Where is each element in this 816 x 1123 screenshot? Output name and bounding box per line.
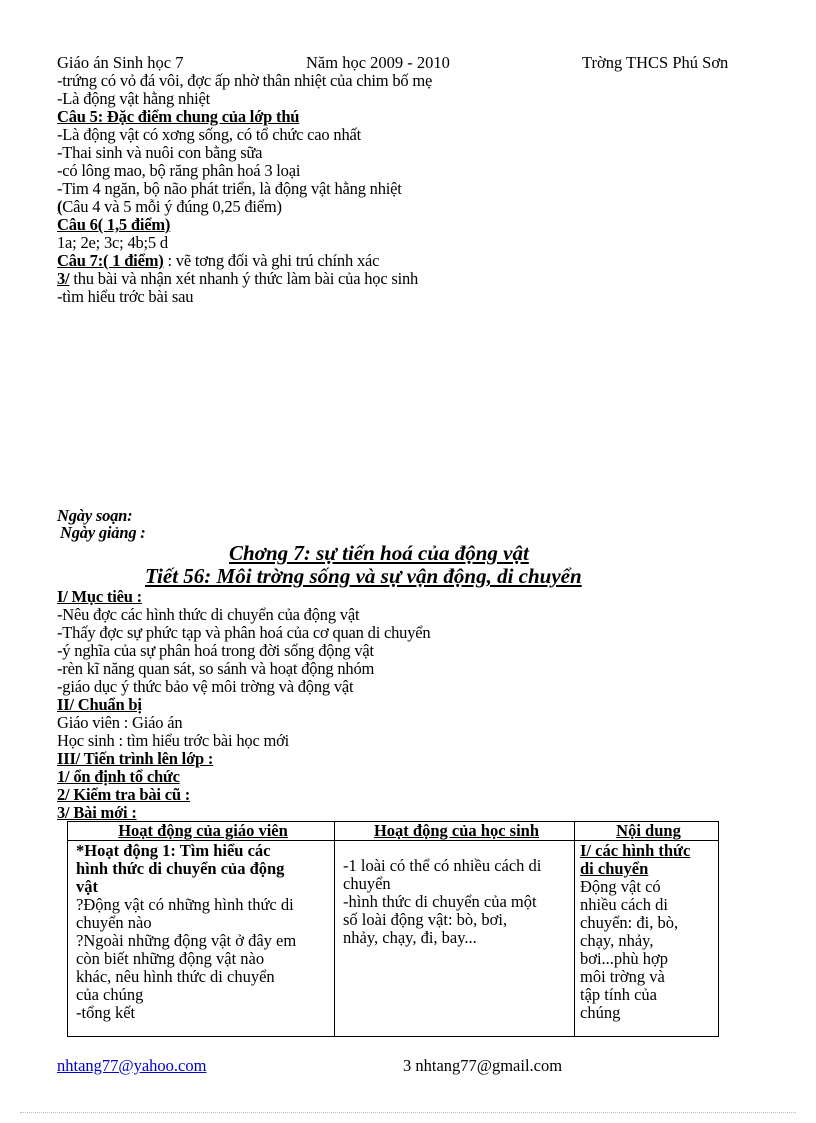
content-line: tập tính của — [580, 985, 657, 1004]
content-line: bơi...phù hợp — [580, 949, 669, 968]
student-line: -hình thức di chuyển của một — [343, 892, 537, 911]
line-question-7 — [57, 252, 379, 270]
collect-text: thu bài và nhận xét nhanh ý thức làm bài của học sinh — [69, 269, 419, 288]
student-line: -1 loài có thể có nhiều cách di — [343, 856, 542, 875]
teacher-prep: Giáo viên : Giáo án — [57, 713, 183, 732]
content-line: chúng — [580, 1003, 621, 1022]
date-taught: Ngày giảng : — [60, 523, 146, 542]
table-row — [68, 841, 719, 1037]
activity-table — [67, 821, 719, 1037]
teacher-line: khác, nêu hình thức di chuyển — [76, 967, 275, 986]
procedure-heading: III/ Tiến trình lên lớp : — [57, 749, 214, 768]
step-3: 3/ Bài mới : — [57, 803, 137, 822]
header-right: Trờng THCS Phú Sơn — [582, 53, 729, 72]
objective-item: -rèn kĩ năng quan sát, so sánh và hoạt động nhóm — [57, 659, 375, 678]
scoring-note-mark: ( — [57, 197, 63, 216]
student-activity-cell — [335, 841, 575, 1037]
line-answers: 1a; 2e; 3c; 4b;5 d — [57, 233, 168, 252]
footer-page-email: 3 nhtang77@gmail.com — [403, 1056, 563, 1075]
content-line: chuyển: đi, bò, — [580, 913, 679, 932]
line-warm-blooded: -Là động vật hằng nhiệt — [57, 89, 211, 108]
step-2: 2/ Kiểm tra bài cũ : — [57, 785, 191, 804]
activity-heading-line: hình thức di chuyển của động — [76, 859, 285, 878]
line-fur: -có lông mao, bộ răng phân hoá 3 loại — [57, 161, 301, 180]
footer-email-link[interactable]: nhtang77@yahoo.com — [57, 1056, 207, 1075]
objective-item: -giáo dục ý thức bảo vệ môi trờng và động vật — [57, 677, 354, 696]
teacher-line: -tổng kết — [76, 1003, 136, 1022]
line-vertebrate: -Là động vật có xơng sống, có tổ chức cao nhất — [57, 125, 362, 144]
objective-item: -Nêu đợc các hình thức di chuyển của động vật — [57, 605, 360, 624]
content-line: môi trờng và — [580, 967, 665, 986]
page-boundary-divider — [20, 1112, 796, 1113]
objective-item: -Thấy đợc sự phức tạp và phân hoá của cơ quan di chuyển — [57, 623, 431, 642]
chapter-title: Chơng 7: sự tiến hoá của động vật — [229, 541, 529, 565]
student-line: số loài động vật: bò, bơi, — [343, 910, 508, 929]
student-line: nhảy, chạy, đi, bay... — [343, 928, 477, 947]
content-line: Động vật có — [580, 877, 661, 896]
question-6-heading: Câu 6( 1,5 điểm) — [57, 215, 171, 234]
step-1: 1/ ổn định tổ chức — [57, 767, 180, 786]
question-5-heading: Câu 5: Đặc điểm chung của lớp thú — [57, 107, 300, 126]
content-cell — [575, 841, 719, 1037]
preparation-heading: II/ Chuẩn bị — [57, 695, 142, 714]
line-egg: -trứng có vỏ đá vôi, đợc ấp nhờ thân nhiệt của chim bố mẹ — [57, 71, 433, 90]
line-collect — [57, 270, 418, 288]
teacher-activity-cell — [68, 841, 335, 1037]
question-7-text: : vẽ tơng đối và ghi trú chính xác — [163, 251, 380, 270]
line-next-lesson: -tìm hiểu trớc bài sau — [57, 287, 194, 306]
col-content-header: Nội dung — [575, 822, 719, 841]
content-line: chạy, nhảy, — [580, 931, 654, 950]
question-7-heading: Câu 7:( 1 điểm) — [57, 251, 164, 270]
col-student-header: Hoạt động của học sinh — [335, 822, 575, 841]
content-heading-line: I/ các hình thức — [580, 841, 691, 860]
student-line: chuyển — [343, 874, 391, 893]
date-prepared: Ngày soạn: — [57, 506, 133, 525]
header-left: Giáo án Sinh học 7 — [57, 53, 184, 72]
line-heart: -Tim 4 ngăn, bộ não phát triển, là động vật hằng nhiệt — [57, 179, 402, 198]
teacher-line: còn biết những động vật nào — [76, 949, 265, 968]
content-line: nhiều cách di — [580, 895, 668, 914]
teacher-line: ?Ngoài những động vật ở đây em — [76, 931, 297, 950]
activity-heading-line: vật — [76, 877, 98, 896]
line-scoring-note — [57, 198, 282, 216]
objective-item: -ý nghĩa của sự phân hoá trong đời sống động vật — [57, 641, 374, 660]
col-teacher-header: Hoạt động của giáo viên — [68, 822, 335, 841]
step-3-label: 3/ — [57, 269, 70, 288]
teacher-line: chuyển nào — [76, 913, 152, 932]
activity-heading-line: *Hoạt động 1: Tìm hiểu các — [76, 841, 271, 860]
table-header-row — [68, 822, 719, 841]
header-center: Năm học 2009 - 2010 — [306, 53, 450, 72]
line-viviparous: -Thai sinh và nuôi con bằng sữa — [57, 143, 263, 162]
lesson-title: Tiết 56: Môi trờng sống và sự vận động, di chuyển — [145, 564, 582, 588]
content-heading-line: di chuyển — [580, 859, 649, 878]
teacher-line: ?Động vật có những hình thức di — [76, 895, 294, 914]
student-prep: Học sinh : tìm hiểu trớc bài học mới — [57, 731, 290, 750]
teacher-line: của chúng — [76, 985, 144, 1004]
scoring-note-text: Câu 4 và 5 mỗi ý đúng 0,25 điểm) — [62, 197, 282, 216]
objectives-heading: I/ Mục tiêu : — [57, 587, 142, 606]
